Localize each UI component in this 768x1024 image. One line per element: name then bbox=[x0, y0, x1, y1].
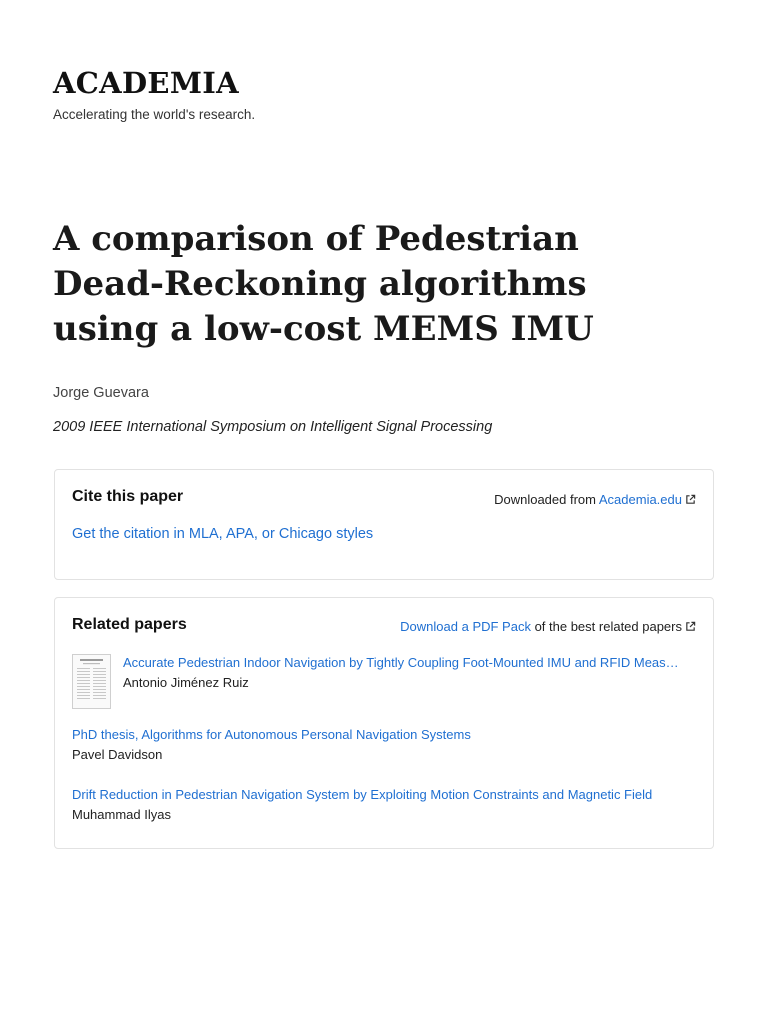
pdf-pack bbox=[400, 619, 696, 634]
related-paper-author: Pavel Davidson bbox=[72, 747, 163, 762]
cite-paper-card bbox=[54, 469, 714, 580]
pdf-pack-suffix: of the best related papers bbox=[530, 619, 682, 634]
related-paper-title-link[interactable]: PhD thesis, Algorithms for Autonomous Personal Navigation Systems bbox=[72, 727, 471, 742]
related-paper-title-link[interactable]: Accurate Pedestrian Indoor Navigation by Tightly Coupling Foot-Mounted IMU and RFID Meas… bbox=[123, 655, 679, 670]
downloaded-from bbox=[494, 492, 696, 507]
downloaded-from-label: Downloaded from bbox=[494, 492, 599, 507]
download-pdf-pack-link[interactable]: Download a PDF Pack bbox=[400, 619, 531, 634]
external-link-icon[interactable] bbox=[685, 621, 696, 632]
get-citation-link[interactable]: Get the citation in MLA, APA, or Chicago styles bbox=[72, 526, 374, 542]
document-thumbnail-icon[interactable] bbox=[72, 654, 111, 709]
academia-logo[interactable]: ACADEMIA bbox=[53, 66, 239, 100]
paper-venue: 2009 IEEE International Symposium on Intelligent Signal Processing bbox=[53, 419, 493, 435]
paper-author: Jorge Guevara bbox=[53, 385, 149, 401]
cite-heading: Cite this paper bbox=[72, 488, 184, 505]
related-paper-item bbox=[123, 655, 695, 690]
external-link-icon[interactable] bbox=[685, 494, 696, 505]
paper-title: A comparison of Pedestrian Dead-Reckoning algorithms using a low-cost MEMS IMU bbox=[53, 219, 594, 349]
related-paper-item bbox=[72, 787, 697, 822]
related-paper-author: Muhammad Ilyas bbox=[72, 807, 171, 822]
related-paper-title-link[interactable]: Drift Reduction in Pedestrian Navigation System by Exploiting Motion Constraints and Magnetic Field bbox=[72, 787, 653, 802]
related-paper-author: Antonio Jiménez Ruiz bbox=[123, 675, 249, 690]
related-heading: Related papers bbox=[72, 616, 187, 633]
related-paper-item bbox=[72, 727, 697, 762]
related-papers-card bbox=[54, 597, 714, 849]
tagline: Accelerating the world's research. bbox=[53, 107, 256, 122]
academia-edu-link[interactable]: Academia.edu bbox=[598, 492, 682, 507]
